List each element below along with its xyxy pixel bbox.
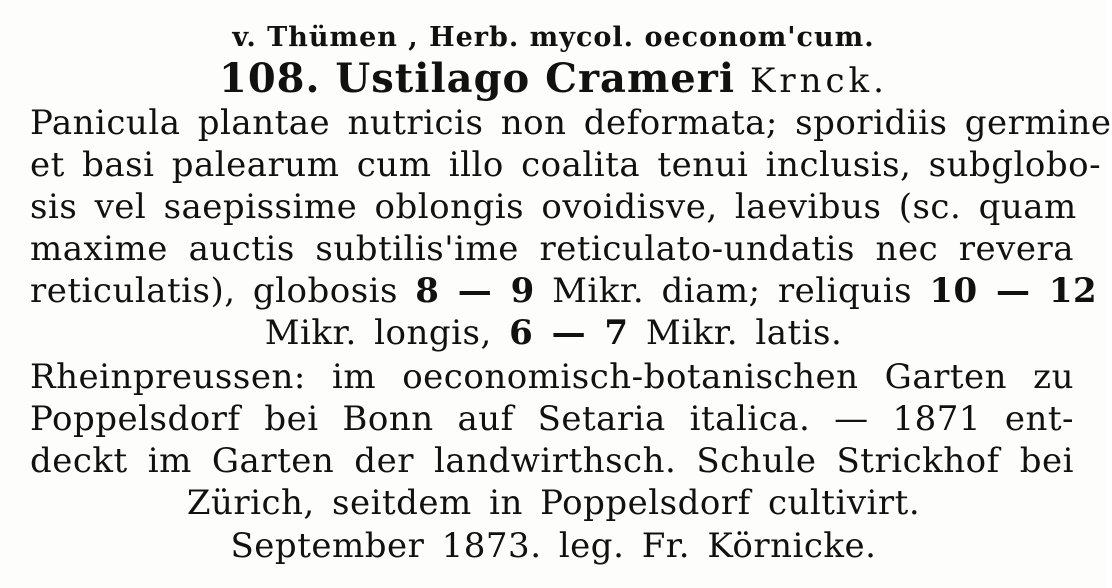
collector: leg. Fr. Körnicke.: [558, 526, 877, 566]
spore-length: 10 — 12: [929, 271, 1098, 311]
description-line: sis vel saepissime oblongis ovoidisve, laevibus (sc. quam: [30, 187, 1077, 227]
collection-date: September 1873.: [230, 526, 542, 566]
locality-line: Poppelsdorf bei Bonn auf Setaria italica. — 1871 ent-: [30, 399, 1074, 439]
spore-width: 6 — 7: [509, 313, 629, 353]
description-line: [0, 313, 1107, 353]
locality-line: Rheinpreussen: im oeconomisch-botanischen Garten zu: [30, 357, 1074, 397]
series-header: v. Thümen , Herb. mycol. oeconom'cum.: [232, 22, 875, 53]
description-line: et basi palearum cum illo coalita tenui inclusis, subglobo-: [30, 145, 1102, 185]
specimen-number: 108.: [219, 55, 321, 102]
species-name: Ustilago Crameri: [335, 55, 736, 102]
spore-diameter: 8 — 9: [415, 271, 535, 311]
description-line: maxime auctis subtilis'ime reticulato-undatis nec revera: [30, 229, 1074, 269]
description-text: Mikr. longis,: [264, 313, 510, 353]
species-author: Krnck.: [749, 61, 888, 101]
description-text: Mikr. diam; reliquis: [534, 271, 930, 311]
description-text: reticulatis), globosis: [30, 271, 416, 311]
description-text: Mikr. latis.: [628, 313, 843, 353]
description-line: [30, 271, 1098, 311]
description-line: Panicula plantae nutricis non deformata; sporidiis germine: [30, 103, 1112, 143]
locality-line: deckt im Garten der landwirthsch. Schule Strickhof bei: [30, 441, 1074, 481]
species-title: [0, 55, 1107, 102]
locality-line: Zürich, seitdem in Poppelsdorf cultivirt.: [186, 483, 921, 523]
collection-line: [0, 526, 1107, 566]
